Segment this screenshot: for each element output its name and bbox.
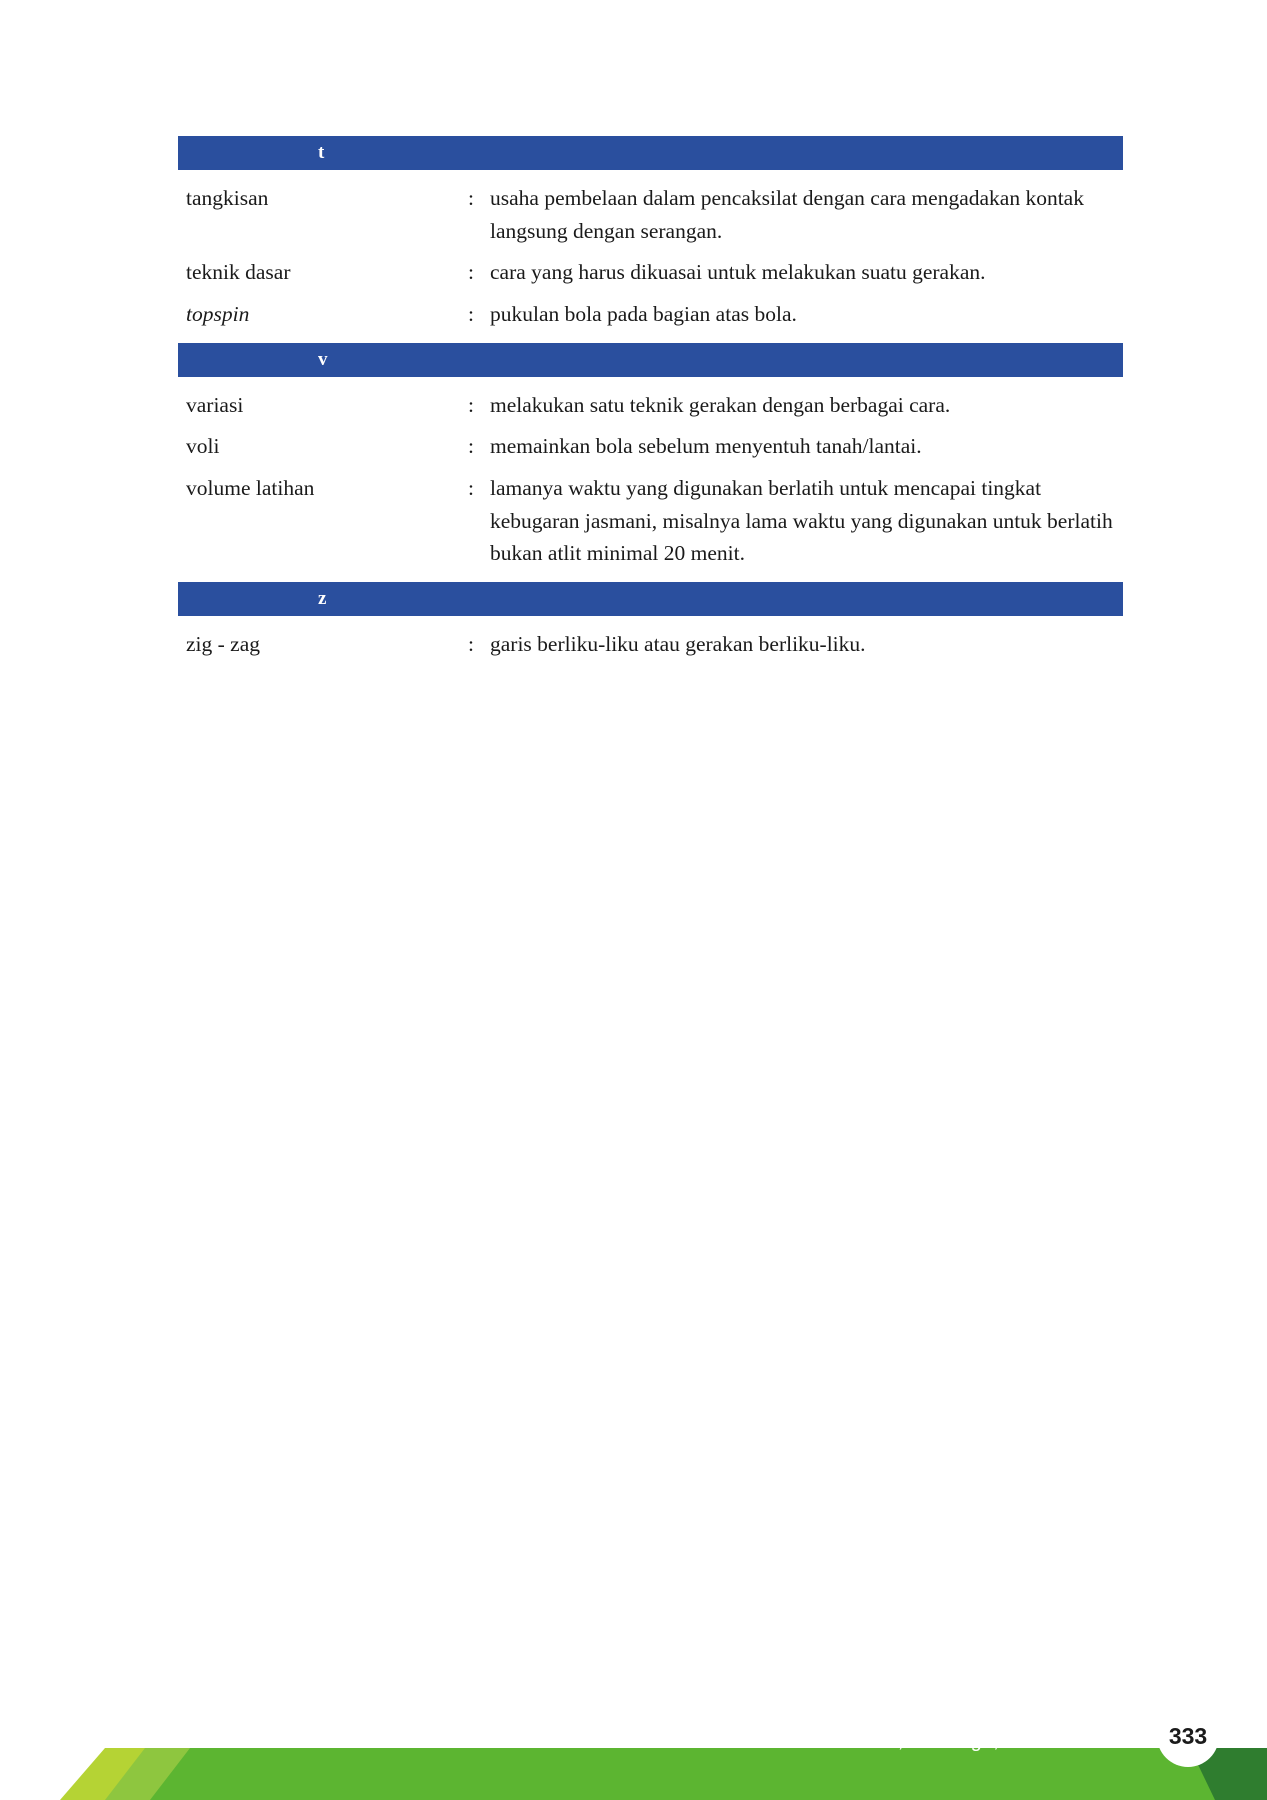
glossary-entry xyxy=(178,247,1123,289)
glossary-colon: : xyxy=(468,302,474,327)
glossary-list xyxy=(178,136,1123,661)
glossary-definition: garis berliku-liku atau gerakan berliku-liku. xyxy=(490,632,866,657)
glossary-colon: : xyxy=(468,260,474,285)
spacer xyxy=(178,331,1123,343)
glossary-definition: cara yang harus dikuasai untuk melakukan suatu gerakan. xyxy=(490,260,986,285)
glossary-entry xyxy=(178,463,1123,570)
glossary-entries-v xyxy=(178,377,1123,570)
glossary-colon: : xyxy=(468,476,474,501)
glossary-term: topspin xyxy=(186,302,250,327)
glossary-term: zig - zag xyxy=(186,632,261,657)
glossary-definition: pukulan bola pada bagian atas bola. xyxy=(490,302,797,327)
glossary-definition: melakukan satu teknik gerakan dengan berbagai cara. xyxy=(490,392,951,417)
glossary-colon: : xyxy=(468,186,474,210)
page-number: 333 xyxy=(1157,1705,1219,1767)
glossary-term: tangkisan xyxy=(186,186,269,210)
glossary-colon: : xyxy=(468,392,474,417)
glossary-entry xyxy=(178,421,1123,463)
glossary-colon: : xyxy=(468,632,474,657)
glossary-term: variasi xyxy=(186,392,244,417)
glossary-section-header-v: v xyxy=(178,343,1123,377)
page-footer xyxy=(0,1670,1267,1800)
glossary-section-header-z: z xyxy=(178,582,1123,616)
glossary-definition: usaha pembelaan dalam pencaksilat dengan cara mengadakan kontak langsung dengan serangan. xyxy=(490,186,1084,243)
glossary-entries-z xyxy=(178,616,1123,661)
glossary-definition: lamanya waktu yang digunakan berlatih untuk mencapai tingkat kebugaran jasmani, misalnya lama waktu yang digunakan untuk berlatih bukan atlit minimal 20 menit. xyxy=(490,476,1113,566)
glossary-section-header-t: t xyxy=(178,136,1123,170)
glossary-entry xyxy=(178,377,1123,422)
glossary-entries-t xyxy=(178,170,1123,331)
glossary-term: voli xyxy=(186,434,220,459)
glossary-entry xyxy=(178,289,1123,331)
glossary-definition: memainkan bola sebelum menyentuh tanah/lantai. xyxy=(490,434,922,459)
spacer xyxy=(178,570,1123,582)
glossary-colon: : xyxy=(468,434,474,459)
glossary-term: volume latihan xyxy=(186,476,315,501)
glossary-entry xyxy=(178,170,1123,247)
footer-title: Pendidikan Jasmani, Olahraga, dan Kesehatan xyxy=(715,1730,1142,1752)
glossary-entry xyxy=(178,616,1123,661)
glossary-term: teknik dasar xyxy=(186,260,291,285)
